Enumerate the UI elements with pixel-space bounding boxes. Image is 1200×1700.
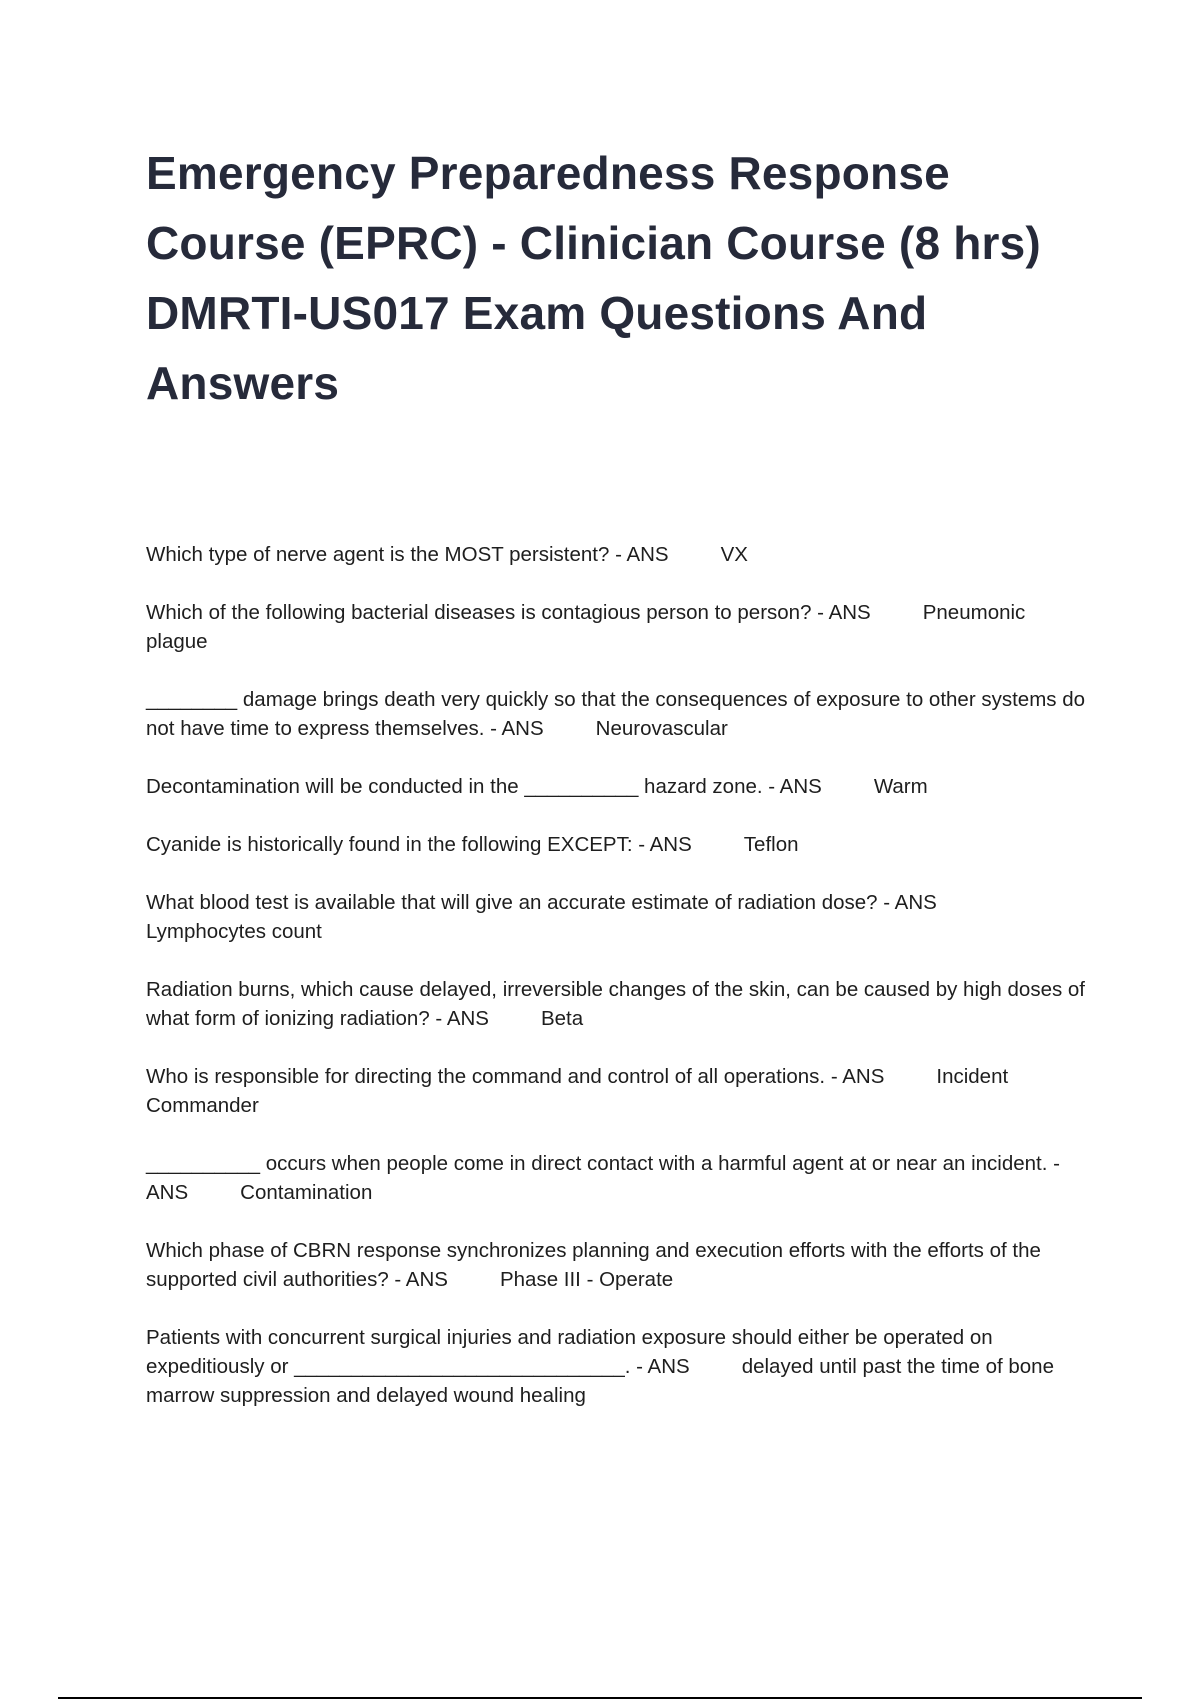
qa-question: Which phase of CBRN response synchronizes planning and execution efforts with the efforts of the supported civil authorities? - ANS <box>146 1239 1047 1291</box>
qa-question: __________ occurs when people come in direct contact with a harmful agent at or near an incident. - ANS <box>146 1152 1065 1204</box>
qa-item <box>146 1149 1086 1207</box>
qa-item <box>146 888 1086 946</box>
qa-answer: Neurovascular <box>595 717 728 740</box>
qa-answer: Warm <box>873 775 928 798</box>
footer-divider <box>58 1697 1142 1699</box>
qa-item <box>146 772 1086 801</box>
qa-item <box>146 1323 1086 1410</box>
qa-item <box>146 598 1086 656</box>
qa-question: Cyanide is historically found in the following EXCEPT: - ANS <box>146 833 692 856</box>
qa-question: Which type of nerve agent is the MOST persistent? - ANS <box>146 543 669 566</box>
qa-answer: Lymphocytes count <box>146 920 322 943</box>
qa-item <box>146 1062 1086 1120</box>
qa-answer: Contamination <box>240 1181 373 1204</box>
qa-question: ________ damage brings death very quickly so that the consequences of exposure to other systems do not have time to express themselves. - ANS <box>146 688 1091 740</box>
qa-item <box>146 975 1091 1033</box>
qa-answer: Teflon <box>743 833 799 856</box>
qa-question: Which of the following bacterial diseases is contagious person to person? - ANS <box>146 601 871 624</box>
qa-question: Decontamination will be conducted in the __________ hazard zone. - ANS <box>146 775 822 798</box>
qa-question: Patients with concurrent surgical injuries and radiation exposure should either be operated on expeditiously or _____________________________. - ANS <box>146 1326 999 1378</box>
qa-question: What blood test is available that will give an accurate estimate of radiation dose? - ANS <box>146 891 937 914</box>
qa-question: Who is responsible for directing the command and control of all operations. - ANS <box>146 1065 885 1088</box>
qa-answer: Phase III - Operate <box>499 1268 674 1291</box>
qa-answer: Incident Commander <box>146 1065 1014 1117</box>
qa-item <box>146 685 1091 743</box>
qa-answer: delayed until past the time of bone marrow suppression and delayed wound healing <box>146 1355 1060 1407</box>
qa-item <box>146 830 1086 859</box>
qa-answer: Beta <box>540 1007 584 1030</box>
qa-list <box>146 540 1091 1439</box>
qa-answer: Pneumonic plague <box>146 601 1031 653</box>
qa-item <box>146 540 1086 569</box>
document-title: Emergency Preparedness Response Course (EPRC) - Clinician Course (8 hrs) DMRTI-US017 Exam Questions And Answers <box>146 147 1041 409</box>
qa-answer: VX <box>720 543 748 566</box>
qa-item <box>146 1236 1086 1294</box>
qa-question: Radiation burns, which cause delayed, irreversible changes of the skin, can be caused by high doses of what form of ionizing radiation? - ANS <box>146 978 1091 1030</box>
